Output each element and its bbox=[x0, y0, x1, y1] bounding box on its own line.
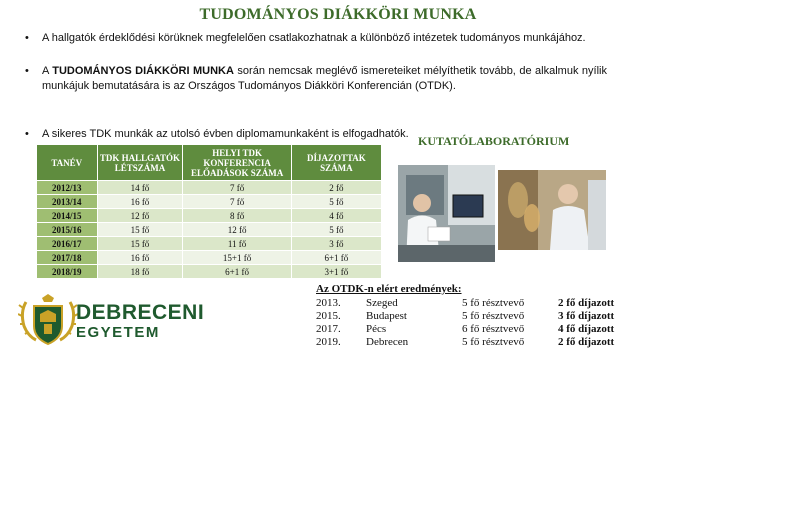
cell-awarded: 6+1 fő bbox=[291, 251, 381, 265]
cell-awarded: 5 fő bbox=[291, 195, 381, 209]
lab-title: KUTATÓLABORATÓRIUM bbox=[418, 134, 570, 148]
otdk-year: 2013. bbox=[316, 297, 341, 309]
cell-awarded: 3 fő bbox=[291, 237, 381, 251]
otdk-city: Budapest bbox=[366, 310, 407, 322]
table-row bbox=[37, 181, 382, 195]
cell-presentations: 6+1 fő bbox=[183, 265, 291, 279]
otdk-city: Debrecen bbox=[366, 336, 409, 348]
bullet-text-suffix: során nemcsak meglévő ismereteiket mélyíthetik tovább, de alkalmuk nyílik munkájuk bemutatására is az Országos Tudományos Diákköri Konferencián (OTDK). bbox=[42, 65, 607, 92]
cell-students: 16 fő bbox=[97, 195, 183, 209]
tdk-stats-table bbox=[37, 145, 382, 278]
cell-presentations: 7 fő bbox=[183, 195, 291, 209]
bullet-text: A hallgatók érdeklődési körüknek megfelelően csatlakozhatnak a különböző intézetek tudományos munkájához. bbox=[42, 32, 586, 44]
cell-awarded: 5 fő bbox=[291, 223, 381, 237]
otdk-participants: 5 fő résztvevő bbox=[462, 336, 525, 348]
column-header-year: TANÉV bbox=[37, 145, 97, 181]
cell-year: 2012/13 bbox=[37, 181, 97, 195]
otdk-results-title: Az OTDK-n elért eredmények: bbox=[316, 283, 462, 295]
bullet-list bbox=[22, 31, 607, 112]
lab-photo-equipment bbox=[498, 170, 606, 250]
cell-presentations: 15+1 fő bbox=[183, 251, 291, 265]
cell-awarded: 2 fő bbox=[291, 181, 381, 195]
otdk-awarded: 2 fő díjazott bbox=[558, 336, 615, 348]
otdk-year: 2019. bbox=[316, 336, 341, 348]
table-row bbox=[37, 251, 382, 265]
cell-presentations: 11 fő bbox=[183, 237, 291, 251]
logo-line-1: DEBRECENI bbox=[76, 301, 205, 324]
cell-year: 2016/17 bbox=[37, 237, 97, 251]
column-header-awarded: DÍJAZOTTAK SZÁMA bbox=[291, 145, 381, 181]
bullet-item-3 bbox=[22, 128, 472, 141]
otdk-city: Szeged bbox=[366, 297, 398, 309]
cell-presentations: 7 fő bbox=[183, 181, 291, 195]
otdk-participants: 5 fő résztvevő bbox=[462, 297, 525, 309]
cell-awarded: 4 fő bbox=[291, 209, 381, 223]
cell-awarded: 3+1 fő bbox=[291, 265, 381, 279]
cell-students: 18 fő bbox=[97, 265, 183, 279]
cell-presentations: 8 fő bbox=[183, 209, 291, 223]
lab-photo-equipment-illustration bbox=[498, 170, 606, 250]
table-row bbox=[37, 265, 382, 279]
column-header-students: TDK HALLGATÓK LÉTSZÁMA bbox=[97, 145, 183, 181]
table-row bbox=[37, 195, 382, 209]
bullet-text-prefix: A bbox=[42, 65, 53, 77]
bullet-dot-icon: • bbox=[25, 32, 29, 44]
cell-students: 14 fő bbox=[97, 181, 183, 195]
cell-students: 12 fő bbox=[97, 209, 183, 223]
table-row bbox=[37, 223, 382, 237]
otdk-participants: 6 fő résztvevő bbox=[462, 323, 525, 335]
university-logo-text bbox=[76, 302, 204, 342]
lab-photo-researcher-illustration bbox=[398, 165, 495, 262]
cell-year: 2014/15 bbox=[37, 209, 97, 223]
bullet-item-1 bbox=[22, 31, 607, 46]
university-crest-icon bbox=[18, 292, 78, 348]
page-title: TUDOMÁNYOS DIÁKKÖRI MUNKA bbox=[199, 6, 477, 23]
cell-year: 2015/16 bbox=[37, 223, 97, 237]
cell-year: 2018/19 bbox=[37, 265, 97, 279]
cell-students: 15 fő bbox=[97, 223, 183, 237]
cell-students: 16 fő bbox=[97, 251, 183, 265]
otdk-awarded: 2 fő díjazott bbox=[558, 297, 615, 309]
otdk-year: 2015. bbox=[316, 310, 341, 322]
table-row bbox=[37, 209, 382, 223]
table-header-row bbox=[37, 145, 382, 181]
cell-year: 2017/18 bbox=[37, 251, 97, 265]
table-row bbox=[37, 237, 382, 251]
cell-year: 2013/14 bbox=[37, 195, 97, 209]
bullet-text: A sikeres TDK munkák az utolsó évben diplomamunkaként is elfogadhatók. bbox=[42, 128, 409, 140]
bullet-dot-icon: • bbox=[25, 128, 29, 140]
bullet-item-2 bbox=[22, 64, 607, 94]
lab-photo-researcher bbox=[398, 165, 495, 262]
otdk-awarded: 4 fő díjazott bbox=[558, 323, 615, 335]
column-header-presentations: HELYI TDK KONFERENCIA ELŐADÁSOK SZÁMA bbox=[183, 145, 291, 181]
otdk-awarded: 3 fő díjazott bbox=[558, 310, 615, 322]
otdk-year: 2017. bbox=[316, 323, 341, 335]
bullet-text-bold: TUDOMÁNYOS DIÁKKÖRI MUNKA bbox=[52, 65, 234, 77]
cell-presentations: 12 fő bbox=[183, 223, 291, 237]
otdk-city: Pécs bbox=[366, 323, 387, 335]
bullet-dot-icon: • bbox=[25, 65, 29, 77]
cell-students: 15 fő bbox=[97, 237, 183, 251]
logo-line-2: EGYETEM bbox=[76, 324, 160, 341]
otdk-participants: 5 fő résztvevő bbox=[462, 310, 525, 322]
